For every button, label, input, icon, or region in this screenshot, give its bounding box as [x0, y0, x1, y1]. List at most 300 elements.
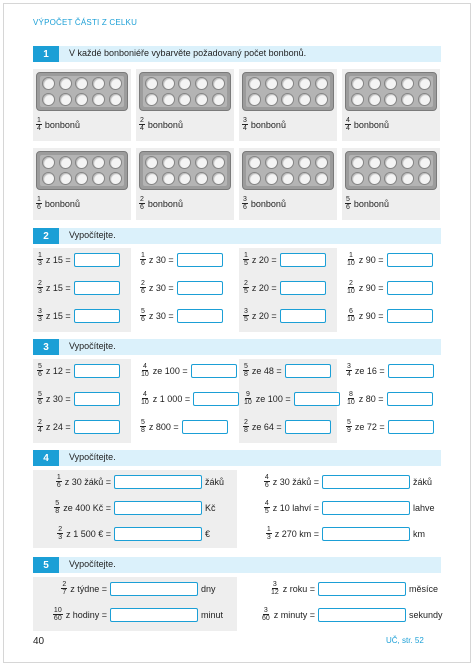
answer-box[interactable] [114, 501, 202, 515]
bonbon[interactable] [42, 93, 55, 106]
answer-box[interactable] [387, 392, 433, 406]
bonbon[interactable] [59, 93, 72, 106]
bonbon[interactable] [42, 77, 55, 90]
expression-prefix [245, 526, 319, 541]
answer-box[interactable] [177, 281, 223, 295]
fraction [345, 196, 351, 211]
bonbon[interactable] [315, 156, 328, 169]
bonboniere-tray [246, 76, 330, 107]
answer-box[interactable] [322, 527, 410, 541]
fraction-numerator: 5 [346, 196, 350, 203]
fraction-denominator: 6 [56, 482, 61, 489]
expression [37, 280, 120, 295]
expression [245, 474, 432, 489]
expression [37, 419, 120, 434]
bonboniere-label [242, 117, 286, 132]
fraction-numerator: 5 [141, 419, 145, 426]
bonboniere-cell [136, 148, 234, 220]
fraction-denominator: 6 [37, 204, 41, 211]
answer-box[interactable] [74, 364, 120, 378]
fraction [140, 308, 146, 323]
expression-text: ze 72 = [354, 421, 385, 432]
bonbon[interactable] [212, 77, 225, 90]
bonbon[interactable] [75, 156, 88, 169]
bonbon[interactable] [59, 77, 72, 90]
fraction-denominator: 6 [38, 399, 42, 406]
fraction-numerator: 1 [266, 526, 271, 533]
fraction-denominator: 4 [347, 371, 351, 378]
answer-box[interactable] [74, 309, 120, 323]
textbook-reference: UČ, str. 52 [386, 636, 424, 645]
bonbon[interactable] [351, 172, 364, 185]
expression [243, 419, 331, 434]
fraction-numerator: 2 [38, 280, 42, 287]
answer-box[interactable] [193, 392, 239, 406]
fraction [346, 280, 356, 295]
fraction-numerator: 2 [244, 280, 248, 287]
fraction [346, 419, 352, 434]
answer-box[interactable] [285, 420, 331, 434]
fraction [37, 391, 43, 406]
expression [346, 363, 434, 378]
answer-box[interactable] [280, 253, 326, 267]
fraction-denominator: 8 [141, 427, 145, 434]
fraction-numerator: 3 [244, 308, 248, 315]
unit-text: Kč [205, 502, 216, 513]
bonbon[interactable] [75, 172, 88, 185]
fraction-numerator: 5 [141, 308, 145, 315]
expression-text: ze 64 = [251, 421, 282, 432]
unit-text: bonbonů [250, 198, 286, 209]
expression [346, 308, 433, 323]
fraction-numerator: 3 [263, 607, 268, 614]
bonbon[interactable] [351, 77, 364, 90]
fraction-numerator: 2 [140, 117, 144, 124]
fraction-denominator: 8 [244, 427, 248, 434]
bonbon[interactable] [384, 156, 397, 169]
bonbon[interactable] [109, 172, 122, 185]
bonbon[interactable] [109, 77, 122, 90]
fraction-denominator: 4 [243, 125, 247, 132]
expression [243, 391, 340, 406]
fraction-numerator: 10 [53, 607, 62, 614]
bonbon[interactable] [59, 172, 72, 185]
fraction-denominator: 4 [346, 125, 350, 132]
bonbon[interactable] [59, 156, 72, 169]
expression-prefix [245, 474, 319, 489]
fraction-denominator: 10 [347, 260, 355, 267]
bonbon[interactable] [92, 172, 105, 185]
fraction [139, 117, 145, 132]
answer-box[interactable] [388, 364, 434, 378]
expression [245, 526, 425, 541]
fraction [242, 117, 248, 132]
fraction [56, 474, 62, 489]
expression-text: z 30 = [45, 393, 71, 404]
bonboniere-label [345, 117, 389, 132]
answer-box[interactable] [114, 527, 202, 541]
expression-text: z 1 000 = [152, 393, 191, 404]
fraction-denominator: 6 [141, 288, 145, 295]
fraction-denominator: 10 [347, 316, 355, 323]
unit-text: žáků [413, 476, 433, 487]
expression-text: z 20 = [251, 254, 277, 265]
bonbon[interactable] [351, 93, 364, 106]
expression-text: z minuty = [273, 609, 315, 620]
unit-text: bonbonů [147, 119, 183, 130]
fraction-numerator: 3 [243, 117, 247, 124]
answer-box[interactable] [182, 420, 228, 434]
bonbon[interactable] [418, 77, 431, 90]
answer-box[interactable] [74, 420, 120, 434]
fraction-numerator: 4 [264, 500, 269, 507]
answer-box[interactable] [388, 420, 434, 434]
fraction [37, 308, 43, 323]
fraction-numerator: 2 [38, 419, 42, 426]
bonbon[interactable] [178, 77, 191, 90]
answer-box[interactable] [294, 392, 340, 406]
bonbon[interactable] [298, 156, 311, 169]
task1-number: 1 [33, 46, 59, 62]
expression [37, 474, 224, 489]
bonbon[interactable] [92, 156, 105, 169]
bonbon[interactable] [195, 172, 208, 185]
expression [37, 391, 120, 406]
bonbon[interactable] [368, 156, 381, 169]
fraction [243, 280, 249, 295]
bonbon[interactable] [265, 156, 278, 169]
fraction-numerator: 2 [140, 196, 144, 203]
fraction [36, 117, 42, 132]
fraction [36, 196, 42, 211]
unit-text: bonbonů [353, 119, 389, 130]
expression-prefix [37, 607, 107, 622]
answer-box[interactable] [177, 253, 223, 267]
fraction-denominator: 6 [38, 371, 42, 378]
answer-box[interactable] [318, 608, 406, 622]
expression [140, 252, 223, 267]
expression-text: z 270 km = [274, 528, 319, 539]
bonboniere-box [139, 151, 231, 190]
bonbon[interactable] [162, 93, 175, 106]
expression-text: z týdne = [70, 583, 107, 594]
answer-box[interactable] [322, 501, 410, 515]
fraction-numerator: 5 [347, 419, 351, 426]
expression-text: z 90 = [358, 254, 384, 265]
fraction-numerator: 1 [37, 117, 41, 124]
fraction-numerator: 9 [245, 391, 250, 398]
expression-text: z 30 = [148, 254, 174, 265]
task2-bar [33, 228, 441, 244]
unit-text: minut [201, 609, 224, 620]
answer-box[interactable] [387, 281, 433, 295]
unit-text: € [205, 528, 211, 539]
fraction [270, 581, 280, 596]
task2-number: 2 [33, 228, 59, 244]
bonbon[interactable] [92, 77, 105, 90]
fraction [140, 280, 146, 295]
bonbon[interactable] [248, 156, 261, 169]
expression-text: ze 100 = [152, 365, 188, 376]
bonbon[interactable] [368, 77, 381, 90]
bonbon[interactable] [212, 156, 225, 169]
bonbon[interactable] [298, 77, 311, 90]
fraction-numerator: 2 [244, 419, 248, 426]
expression [37, 363, 120, 378]
fraction-numerator: 1 [348, 252, 353, 259]
fraction-denominator: 6 [141, 316, 145, 323]
bonbon[interactable] [145, 172, 158, 185]
bonbon[interactable] [298, 93, 311, 106]
expression-prefix [245, 500, 319, 515]
fraction-numerator: 8 [348, 391, 353, 398]
bonbon[interactable] [298, 172, 311, 185]
bonbon[interactable] [281, 93, 294, 106]
bonboniere-label [139, 196, 183, 211]
answer-box[interactable] [74, 281, 120, 295]
fraction [243, 419, 249, 434]
bonbon[interactable] [162, 172, 175, 185]
bonboniere-tray [40, 155, 124, 186]
task5-bar [33, 557, 441, 573]
bonbon[interactable] [162, 156, 175, 169]
bonbon[interactable] [195, 156, 208, 169]
expression-text: z 15 = [45, 254, 71, 265]
fraction-denominator: 60 [261, 615, 270, 622]
fraction-numerator: 5 [38, 391, 42, 398]
fraction [54, 500, 60, 515]
bonbon[interactable] [315, 77, 328, 90]
expression [245, 500, 435, 515]
fraction-numerator: 1 [244, 252, 248, 259]
bonboniere-box [139, 72, 231, 111]
bonbon[interactable] [42, 156, 55, 169]
expression-prefix [245, 581, 315, 596]
fraction-numerator: 3 [272, 581, 277, 588]
bonboniere-tray [143, 76, 227, 107]
bonbon[interactable] [281, 156, 294, 169]
bonbon[interactable] [178, 93, 191, 106]
answer-box[interactable] [280, 281, 326, 295]
fraction [140, 391, 150, 406]
bonbon[interactable] [162, 77, 175, 90]
bonbon[interactable] [368, 172, 381, 185]
expression-text: z 90 = [358, 310, 384, 321]
fraction-denominator: 6 [140, 204, 144, 211]
fraction-denominator: 8 [55, 508, 60, 515]
fraction [37, 419, 43, 434]
answer-box[interactable] [74, 392, 120, 406]
expression-text: z 1 500 € = [66, 528, 111, 539]
fraction-denominator: 3 [266, 534, 271, 541]
expression [37, 526, 210, 541]
expression [346, 391, 433, 406]
bonbon[interactable] [418, 156, 431, 169]
bonbon[interactable] [401, 77, 414, 90]
bonbon[interactable] [248, 172, 261, 185]
fraction-denominator: 3 [38, 288, 42, 295]
bonbon[interactable] [384, 172, 397, 185]
answer-box[interactable] [280, 309, 326, 323]
bonbon[interactable] [42, 172, 55, 185]
bonbon[interactable] [418, 93, 431, 106]
bonboniere-tray [143, 155, 227, 186]
fraction [346, 252, 356, 267]
expression [245, 607, 443, 622]
expression-text: z 30 žáků = [64, 476, 111, 487]
expression [37, 607, 223, 622]
bonbon[interactable] [315, 172, 328, 185]
expression-prefix [245, 607, 315, 622]
expression [243, 308, 326, 323]
answer-box[interactable] [74, 253, 120, 267]
expression [346, 252, 433, 267]
bonbon[interactable] [195, 77, 208, 90]
expression [140, 280, 223, 295]
bonbon[interactable] [145, 93, 158, 106]
answer-box[interactable] [387, 309, 433, 323]
fraction-numerator: 2 [58, 526, 63, 533]
answer-box[interactable] [318, 582, 406, 596]
fraction-denominator: 8 [244, 371, 248, 378]
bonbon[interactable] [368, 93, 381, 106]
expression-text: z 20 = [251, 310, 277, 321]
fraction [243, 308, 249, 323]
expression-text: z hodiny = [65, 609, 107, 620]
bonbon[interactable] [109, 156, 122, 169]
answer-box[interactable] [110, 608, 198, 622]
unit-text: dny [201, 583, 216, 594]
bonbon[interactable] [281, 172, 294, 185]
fraction-numerator: 1 [141, 252, 145, 259]
bonbon[interactable] [401, 172, 414, 185]
bonboniere-tray [349, 76, 433, 107]
bonbon[interactable] [265, 93, 278, 106]
task4-bar [33, 450, 441, 466]
expression-text: z 20 = [251, 282, 277, 293]
expression [37, 500, 216, 515]
bonbon[interactable] [75, 93, 88, 106]
bonbon[interactable] [75, 77, 88, 90]
fraction [61, 581, 67, 596]
fraction [243, 391, 253, 406]
fraction-denominator: 10 [141, 371, 149, 378]
bonbon[interactable] [178, 156, 191, 169]
fraction [346, 391, 356, 406]
expression [346, 419, 434, 434]
bonbon[interactable] [384, 77, 397, 90]
bonboniere-label [36, 196, 80, 211]
fraction [37, 363, 43, 378]
bonbon[interactable] [145, 77, 158, 90]
bonboniere-label [242, 196, 286, 211]
bonbon[interactable] [109, 93, 122, 106]
bonbon[interactable] [195, 93, 208, 106]
fraction-denominator: 10 [347, 288, 355, 295]
fraction [140, 363, 150, 378]
answer-box[interactable] [191, 364, 237, 378]
expression [37, 308, 120, 323]
fraction-numerator: 4 [346, 117, 350, 124]
bonbon[interactable] [384, 93, 397, 106]
fraction-numerator: 4 [142, 391, 147, 398]
bonbon[interactable] [212, 172, 225, 185]
task3-bar [33, 339, 441, 355]
bonboniere-cell [239, 148, 337, 220]
fraction [345, 117, 351, 132]
fraction-denominator: 9 [347, 427, 351, 434]
task1-bar [33, 46, 441, 62]
fraction-numerator: 6 [348, 308, 353, 315]
expression-text: ze 100 = [255, 393, 291, 404]
fraction [346, 308, 356, 323]
answer-box[interactable] [110, 582, 198, 596]
bonbon[interactable] [315, 93, 328, 106]
unit-text: bonbonů [250, 119, 286, 130]
expression-text: z 15 = [45, 282, 71, 293]
fraction-numerator: 4 [264, 474, 269, 481]
bonboniere-box [242, 151, 334, 190]
bonbon[interactable] [265, 77, 278, 90]
answer-box[interactable] [387, 253, 433, 267]
answer-box[interactable] [177, 309, 223, 323]
bonbon[interactable] [351, 156, 364, 169]
fraction-denominator: 7 [62, 589, 67, 596]
bonbon[interactable] [178, 172, 191, 185]
expression [243, 252, 326, 267]
expression-text: z 12 = [45, 365, 71, 376]
bonbon[interactable] [401, 156, 414, 169]
bonbon[interactable] [265, 172, 278, 185]
unit-text: lahve [413, 502, 435, 513]
bonbon[interactable] [248, 93, 261, 106]
bonbon[interactable] [145, 156, 158, 169]
bonbon[interactable] [418, 172, 431, 185]
expression-text: z roku = [282, 583, 315, 594]
expression [140, 419, 228, 434]
bonboniere-label [139, 117, 183, 132]
expression-text: z 80 = [358, 393, 384, 404]
bonbon[interactable] [248, 77, 261, 90]
fraction [140, 419, 146, 434]
expression [243, 363, 331, 378]
expression [37, 252, 120, 267]
answer-box[interactable] [322, 475, 410, 489]
bonbon[interactable] [401, 93, 414, 106]
bonbon[interactable] [212, 93, 225, 106]
expression-prefix [37, 526, 111, 541]
expression-text: z 30 žáků = [272, 476, 319, 487]
fraction [37, 252, 43, 267]
fraction-denominator: 3 [38, 260, 42, 267]
fraction-numerator: 2 [141, 280, 145, 287]
bonbon[interactable] [92, 93, 105, 106]
expression-text: z 10 lahví = [272, 502, 319, 513]
fraction-numerator: 5 [244, 363, 248, 370]
fraction [346, 363, 352, 378]
expression-text: z 15 = [45, 310, 71, 321]
answer-box[interactable] [285, 364, 331, 378]
expression-text: z 24 = [45, 421, 71, 432]
fraction-denominator: 12 [270, 589, 279, 596]
bonbon[interactable] [281, 77, 294, 90]
fraction-numerator: 4 [142, 363, 147, 370]
answer-box[interactable] [114, 475, 202, 489]
expression-text: z 30 = [148, 282, 174, 293]
fraction-denominator: 4 [37, 125, 41, 132]
bonboniere-tray [40, 76, 124, 107]
fraction-denominator: 5 [264, 508, 269, 515]
